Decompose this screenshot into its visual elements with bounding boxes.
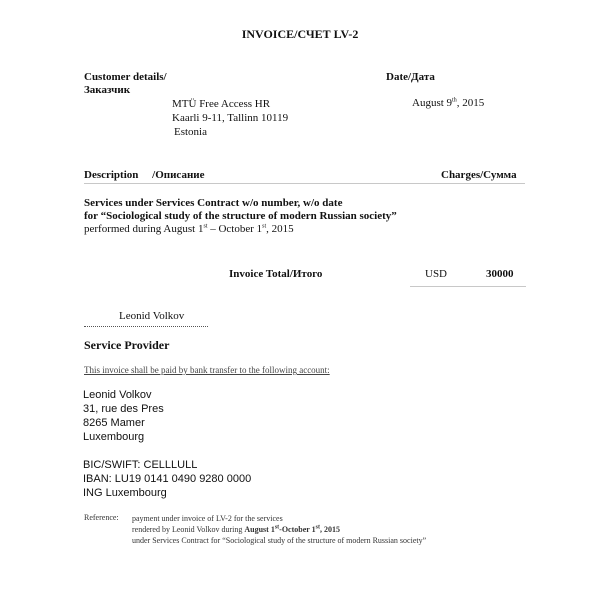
charges-header: Charges/Сумма [441,169,517,181]
services-period-start: performed during August 1 [84,223,204,235]
payment-note: This invoice shall be paid by bank transfer to the following account: [84,365,330,375]
reference-label: Reference: [84,513,119,522]
reference-period-start: August 1 [244,525,275,534]
date-suffix: th [452,97,457,104]
services-description [84,197,397,236]
bank-name: ING Luxembourg [83,487,167,499]
customer-country: Estonia [174,126,207,138]
services-sup-2: st [262,223,267,230]
signature-line [84,326,208,327]
bank-details [83,458,251,500]
payee-name: Leonid Volkov [83,389,152,401]
customer-address: Kaarli 9-11, Tallinn 10119 [172,112,289,124]
services-line2: for “Sociological study of the structure of modern Russian society” [84,210,397,222]
description-header [84,169,205,181]
services-period-year: , 2015 [266,223,294,235]
reference-text [132,513,426,546]
total-currency: USD [425,268,448,280]
invoice-total-label: Invoice Total/Итого [229,268,323,280]
reference-period-end: -October 1 [279,525,316,534]
total-amount: 30000 [486,268,514,280]
iban: IBAN: LU19 0141 0490 9280 0000 [83,473,252,485]
reference-period-year: , 2015 [320,525,341,534]
services-sup-1: st [203,223,208,230]
services-line3 [84,223,397,236]
signer-name: Leonid Volkov [119,310,185,322]
date-month: August 9 [412,97,453,109]
reference-line1: payment under invoice of LV-2 for the services [132,514,283,523]
payee-street: 31, rue des Pres [83,403,164,415]
description-label-ru: /Описание [152,169,205,181]
invoice-date [412,97,484,109]
payee-city: 8265 Mamer [83,417,145,429]
invoice-title: INVOICE/СЧЕТ LV-2 [241,27,359,41]
customer-details-label [84,71,167,97]
services-period-end: – October 1 [207,223,263,235]
reference-sup-1: st [274,524,280,531]
description-label: Description [84,169,139,181]
customer-label-line2: Заказчик [84,84,131,96]
bic-swift: BIC/SWIFT: CELLLULL [83,459,198,471]
reference-line3: under Services Contract for “Sociological study of the structure of modern Russian society” [132,536,427,545]
reference-provider: rendered by Leonid Volkov during [132,525,245,534]
date-label: Date/Дата [386,71,435,83]
reference-line2 [132,524,426,535]
service-provider-label: Service Provider [84,338,170,352]
payee-address [83,388,164,444]
date-year: , 2015 [456,97,485,109]
customer-address-block [172,97,288,139]
customer-name: MTÜ Free Access HR [172,98,271,110]
total-divider [410,286,526,287]
customer-label-line1: Customer details/ [84,71,167,83]
header-divider [84,183,525,184]
services-line1: Services under Services Contract w/o number, w/o date [84,197,343,209]
reference-sup-2: st [315,524,321,531]
payee-country: Luxembourg [83,431,145,443]
